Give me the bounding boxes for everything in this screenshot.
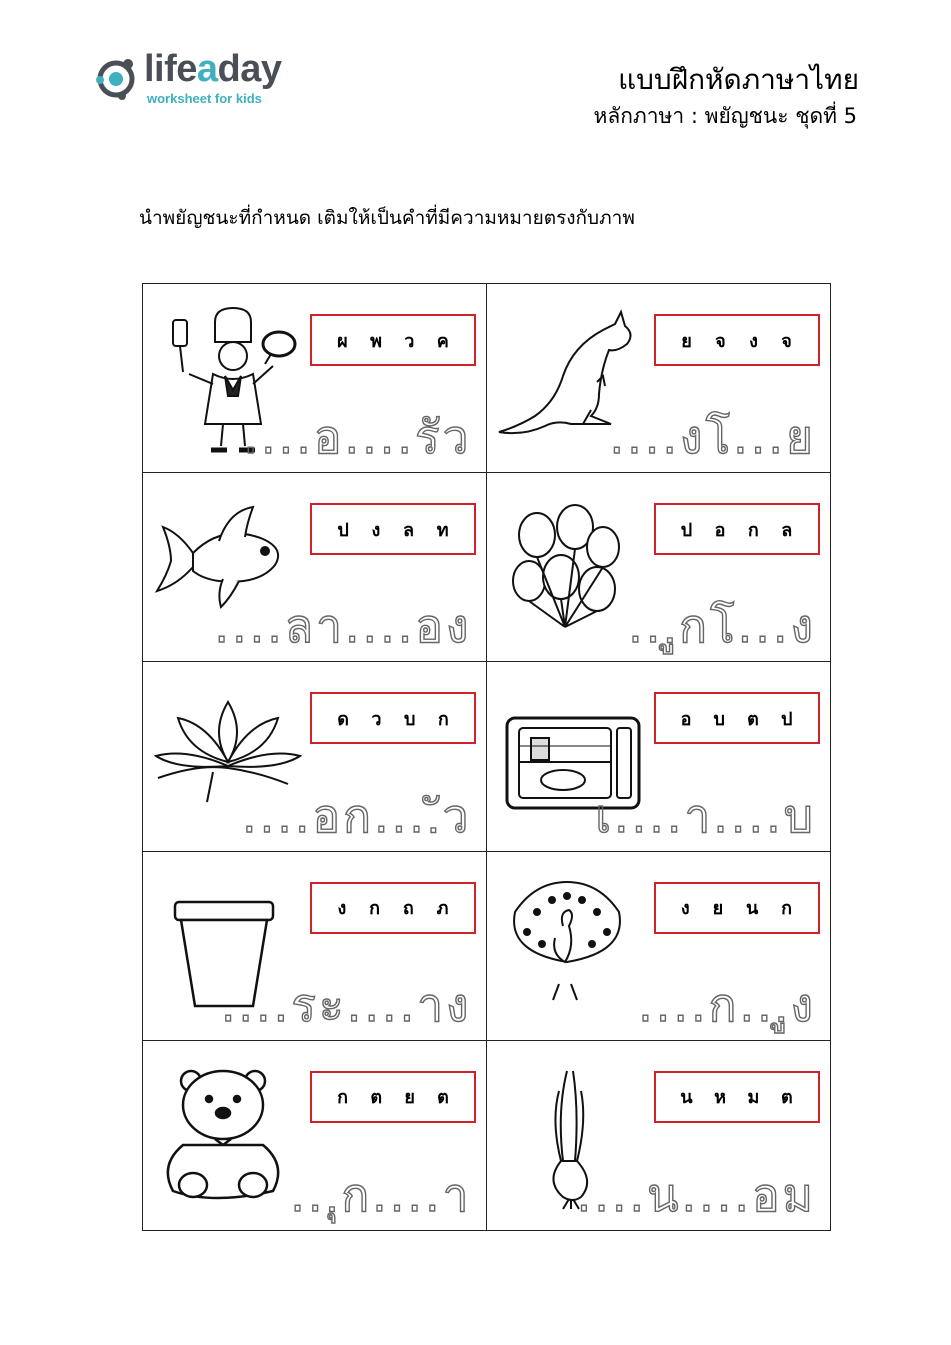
logo — [92, 50, 302, 110]
letter-choice: ก — [337, 1087, 349, 1109]
letter-choice: อ — [680, 708, 692, 730]
letter-choice: ท — [436, 519, 449, 541]
letter-choice: บ — [403, 708, 416, 730]
tracing-word[interactable]: ....อ....รัว — [243, 410, 472, 465]
letter-choice: ป — [680, 519, 693, 541]
peacock-picture-icon — [497, 872, 647, 1022]
letter-choices — [654, 1071, 820, 1123]
letter-choice: ผ — [337, 330, 348, 352]
letter-choice: ม — [747, 1087, 760, 1109]
letter-choice: จ — [715, 330, 726, 352]
exercise-cell — [143, 473, 487, 662]
letter-choice: ก — [781, 898, 793, 920]
letter-choices — [310, 882, 476, 934]
instruction-text: นำพยัญชนะที่กำหนด เติมให้เป็นคำที่มีความหมายตรงกับภาพ — [139, 207, 635, 229]
letter-choice: จ — [781, 330, 792, 352]
letter-choice: ต — [780, 1087, 793, 1109]
exercise-cell — [143, 284, 487, 473]
tracing-word[interactable]: ....ก...ูง — [638, 977, 816, 1032]
letter-choice: ง — [371, 519, 381, 541]
letter-choice: ห — [714, 1087, 726, 1109]
letter-choices — [310, 1071, 476, 1123]
logo-wordmark: lifeaday — [144, 48, 282, 90]
letter-choice: ป — [780, 708, 793, 730]
exercise-cell — [487, 662, 831, 851]
tracing-word[interactable]: เ....า....บ — [595, 788, 816, 843]
letter-choice: ง — [680, 898, 690, 920]
tracing-word[interactable]: ....ระ....าง — [220, 977, 472, 1032]
letter-choice: ย — [404, 1087, 415, 1109]
letter-choices — [654, 882, 820, 934]
letter-choices — [310, 314, 476, 366]
letter-choice: ก — [437, 708, 449, 730]
letter-choice: ย — [681, 330, 692, 352]
teddy-bear-picture-icon — [153, 1061, 303, 1211]
exercise-cell — [143, 852, 487, 1041]
letter-choice: ก — [747, 519, 759, 541]
tracing-word[interactable]: ....อก....ัว — [242, 788, 472, 843]
letter-choice: ล — [402, 519, 415, 541]
exercise-cell — [143, 662, 487, 851]
letter-choice: ว — [371, 708, 382, 730]
tracing-word[interactable]: ...ุก....า — [290, 1167, 472, 1222]
letter-choice: อ — [714, 519, 726, 541]
letter-choice: ต — [437, 1087, 449, 1109]
logo-mark-icon — [92, 54, 142, 104]
balloons-picture-icon — [497, 493, 647, 643]
exercise-cell — [487, 473, 831, 662]
letter-choice: ค — [436, 330, 449, 352]
letter-choices — [654, 503, 820, 555]
letter-choice: ภ — [436, 898, 449, 920]
letter-choices — [654, 314, 820, 366]
letter-choices — [310, 692, 476, 744]
letter-choices — [310, 503, 476, 555]
letter-choice: น — [680, 1087, 693, 1109]
letter-choice: ว — [404, 330, 415, 352]
letter-choice: ต — [370, 1087, 383, 1109]
letter-choice: น — [745, 898, 759, 920]
logo-tagline: worksheet for kids — [147, 91, 262, 106]
exercise-cell — [487, 284, 831, 473]
letter-choice: ด — [337, 708, 349, 730]
letter-choice: ง — [749, 330, 758, 352]
letter-choice: ล — [781, 519, 793, 541]
exercise-cell — [487, 1041, 831, 1230]
worksheet-title: แบบฝึกหัดภาษาไทย — [618, 63, 859, 96]
worksheet-subtitle: หลักภาษา : พยัญชนะ ชุดที่ 5 — [593, 104, 857, 128]
letter-choice: ต — [747, 708, 759, 730]
letter-choice: ง — [337, 898, 347, 920]
tracing-word[interactable]: ....งโ...ย — [609, 410, 816, 465]
exercise-cell — [487, 852, 831, 1041]
letter-choice: ถ — [402, 898, 414, 920]
tracing-word[interactable]: ....น....อม — [576, 1167, 816, 1222]
letter-choice: พ — [370, 330, 382, 352]
tracing-word[interactable]: ....ลา....อง — [214, 599, 472, 654]
tracing-word[interactable]: ...ูกโ...ง — [628, 599, 816, 654]
letter-choice: บ — [713, 708, 725, 730]
letter-choice: ป — [337, 519, 349, 541]
exercise-cell — [143, 1041, 487, 1230]
letter-choice: ย — [712, 898, 724, 920]
letter-choices — [654, 692, 820, 744]
exercise-grid — [142, 283, 831, 1231]
letter-choice: ก — [369, 898, 381, 920]
